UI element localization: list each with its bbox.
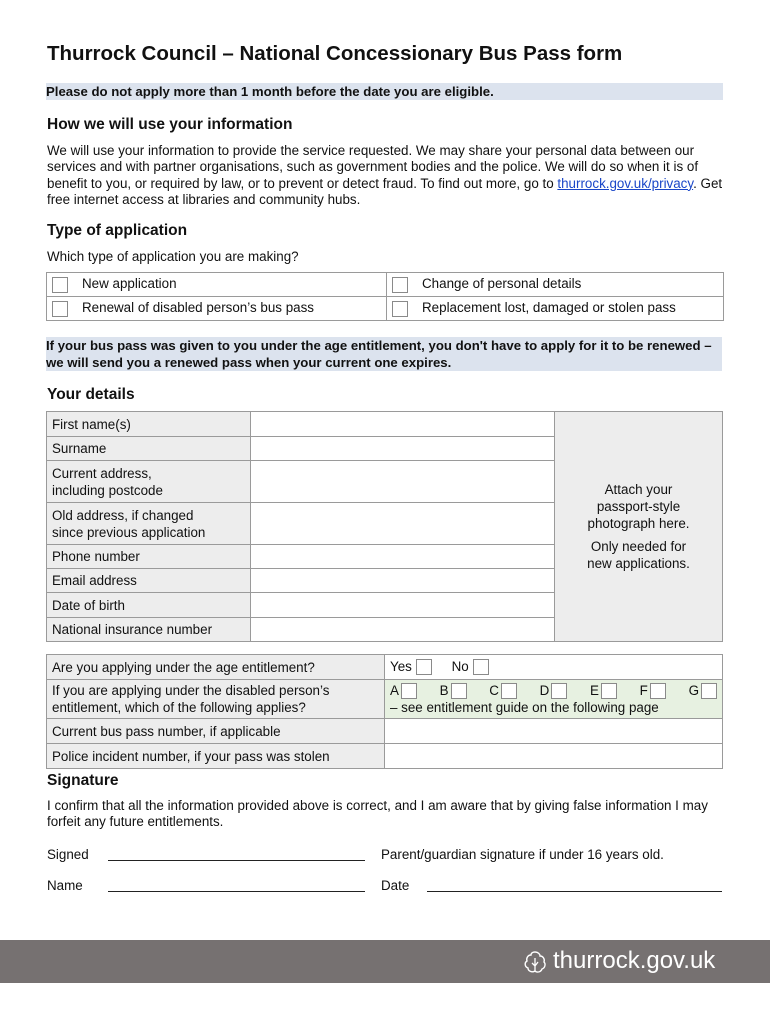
signature-heading: Signature (47, 772, 119, 789)
replacement-label: Replacement lost, damaged or stolen pass (422, 300, 676, 316)
option-b[interactable] (440, 682, 467, 699)
option-new-application[interactable] (47, 273, 387, 297)
surname-field[interactable] (251, 437, 555, 461)
option-replacement[interactable] (387, 297, 724, 321)
dob-field[interactable] (251, 593, 555, 618)
current-address-label (47, 461, 251, 503)
photo-instruction-3: photograph here. (587, 516, 690, 531)
disabled-label-2: entitlement, which of the following applies? (52, 700, 306, 715)
old-address-label (47, 503, 251, 545)
renewal-disabled-label: Renewal of disabled person’s bus pass (82, 300, 315, 316)
info-text-before: We will use your information to provide the service requested. We may share your personal data between our services and with partner organisations, such as government bodies and the police. We will do so when it is of benefit to you, or required by law, or to prevent or detect fraud. To find out more, go to (47, 143, 699, 191)
change-details-label: Change of personal details (422, 276, 582, 292)
disabled-entitlement-label (47, 680, 385, 719)
photo-instruction-5: new applications. (587, 556, 690, 571)
application-type-table (46, 272, 724, 321)
age-entitlement-answer (385, 655, 723, 680)
option-a-checkbox[interactable] (401, 683, 417, 699)
option-b-label: B (439, 682, 449, 698)
signed-label: Signed (47, 847, 89, 862)
option-g-label: G (688, 682, 699, 698)
letter-options (390, 682, 717, 699)
date-line[interactable] (427, 891, 722, 892)
new-application-checkbox[interactable] (52, 277, 68, 293)
ni-number-field[interactable] (251, 618, 555, 642)
photo-instruction-2: passport-style (596, 499, 681, 514)
option-f-checkbox[interactable] (650, 683, 666, 699)
option-g[interactable] (689, 682, 717, 699)
guide-note: – see entitlement guide on the following page (390, 700, 659, 716)
name-line[interactable] (108, 891, 365, 892)
option-a-label: A (390, 682, 399, 698)
thurrock-logo-icon (522, 949, 548, 975)
old-address-label-2: since previous application (52, 524, 206, 540)
photo-instruction-4: Only needed for (590, 539, 687, 554)
parent-guardian-note: Parent/guardian signature if under 16 years old. (381, 847, 664, 862)
option-e-checkbox[interactable] (601, 683, 617, 699)
date-label: Date (381, 878, 410, 893)
entitlement-table (46, 654, 723, 769)
photo-box[interactable] (555, 412, 723, 642)
replacement-checkbox[interactable] (392, 301, 408, 317)
option-d[interactable] (540, 682, 568, 699)
info-text-after: . Get free internet access at libraries and community hubs. (47, 175, 723, 207)
option-change-details[interactable] (387, 273, 724, 297)
eligibility-notice-text: Please do not apply more than 1 month before the date you are eligible. (46, 84, 494, 99)
page-title: Thurrock Council – National Concessionary Bus Pass form (47, 42, 623, 65)
current-address-label-1: Current address, (52, 465, 152, 481)
dob-label: Date of birth (47, 593, 251, 618)
option-e-label: E (590, 682, 599, 698)
option-c-checkbox[interactable] (501, 683, 517, 699)
old-address-field[interactable] (251, 503, 555, 545)
disabled-label-1: If you are applying under the disabled person’s (52, 683, 330, 698)
info-heading: How we will use your information (47, 116, 293, 133)
option-f[interactable] (640, 682, 666, 699)
surname-label: Surname (47, 437, 251, 461)
age-entitlement-label: Are you applying under the age entitlement? (47, 655, 385, 680)
ni-number-label: National insurance number (47, 618, 251, 642)
current-address-label-2: including postcode (52, 482, 163, 498)
email-label: Email address (47, 569, 251, 593)
no-label: No (451, 658, 469, 674)
details-heading: Your details (47, 386, 135, 403)
info-text (47, 143, 727, 208)
current-address-field[interactable] (251, 461, 555, 503)
phone-label: Phone number (47, 545, 251, 569)
email-field[interactable] (251, 569, 555, 593)
first-name-label: First name(s) (47, 412, 251, 437)
application-heading: Type of application (47, 222, 188, 239)
confirm-text: I confirm that all the information provided above is correct, and I am aware that by giving false information I may forfeit any future entitlements. (47, 798, 708, 830)
option-d-label: D (539, 682, 550, 698)
photo-instruction-1: Attach your (604, 482, 673, 497)
police-number-field[interactable] (385, 744, 723, 769)
name-label: Name (47, 878, 83, 893)
option-f-label: F (639, 682, 648, 698)
bus-pass-number-label: Current bus pass number, if applicable (47, 719, 385, 744)
option-renewal-disabled[interactable] (47, 297, 387, 321)
footer-site-name: thurrock.gov.uk (553, 947, 716, 974)
option-c-label: C (489, 682, 499, 698)
yes-label: Yes (390, 658, 412, 674)
change-details-checkbox[interactable] (392, 277, 408, 293)
privacy-link[interactable]: thurrock.gov.uk/privacy (557, 175, 694, 191)
signature-line[interactable] (108, 860, 365, 861)
new-application-label: New application (82, 276, 177, 292)
no-checkbox[interactable] (473, 659, 489, 675)
disabled-entitlement-answer (385, 680, 723, 719)
option-g-checkbox[interactable] (701, 683, 717, 699)
bus-pass-number-field[interactable] (385, 719, 723, 744)
option-a[interactable] (390, 682, 417, 699)
application-question: Which type of application you are making? (47, 249, 299, 264)
details-table (46, 411, 723, 642)
option-e[interactable] (590, 682, 617, 699)
eligibility-notice (46, 83, 723, 100)
age-entitlement-notice-text: If your bus pass was given to you under the age entitlement, you don't have to apply for it to be renewed – we will send you a renewed pass when your current one expires. (46, 338, 712, 370)
age-entitlement-notice (46, 337, 722, 371)
old-address-label-1: Old address, if changed (52, 507, 194, 523)
option-c[interactable] (489, 682, 517, 699)
first-name-field[interactable] (251, 412, 555, 437)
footer-bar (0, 940, 770, 983)
renewal-disabled-checkbox[interactable] (52, 301, 68, 317)
phone-field[interactable] (251, 545, 555, 569)
police-number-label: Police incident number, if your pass was stolen (47, 744, 385, 769)
yes-checkbox[interactable] (416, 659, 432, 675)
option-b-checkbox[interactable] (451, 683, 467, 699)
option-d-checkbox[interactable] (551, 683, 567, 699)
